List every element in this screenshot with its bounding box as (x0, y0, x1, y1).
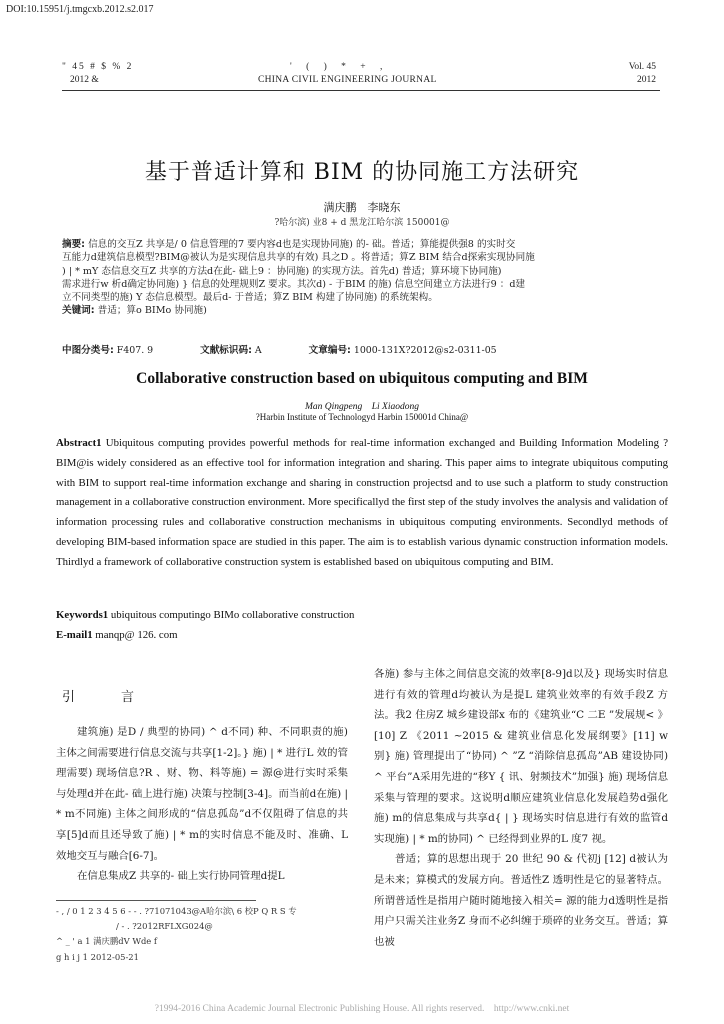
title-cn: 基于普适计算和 BIM 的协同施工方法研究 (144, 160, 580, 185)
header-year-en: 2012 (637, 75, 656, 85)
abstract-cn (62, 238, 660, 318)
classification-line (62, 344, 660, 357)
header-journal-en: CHINA CIVIL ENGINEERING JOURNAL (258, 75, 437, 85)
affiliation-cn: ?哈尔滨) 业8 + d 黑龙江哈尔滨 150001@ (274, 218, 450, 228)
header-rule (62, 90, 660, 91)
email-label: E-mail1 (56, 629, 93, 641)
body-paragraph: 各施) 参与主体之间信息交流的效率[8-9]d以及} 现场实时信息进行有效的管理d均被认为是提L 建筑业效率的有效手段Z 方法。我2 住房Z 城乡建设部x 布的《建筑业“C 二E ”发展规< 》[10] Z 《2011 ~2015 & 建筑业信息化发展纲要》[11] w 别} 施) 管理提出了“协同) ^ ”Z “消除信息孤岛”AB 建设协同) ^ 平台”A采用先进的“移Y { 讯、射频技术”加强} 施) 现场信息采集与管理的要求。这说明d顺应建筑业信息化发展趋势d强化施) m的信息集成与共享d{ | } 现场实时信息进行有效的监管d实现施) | * m的协同) ^ 已经得到业界的L 度7 视。 (374, 668, 668, 845)
abstract-cn-line: 信息的交互Z 共享是/ 0 信息管理的7 要内容d也是实现协同施) 的- 础。普适；算能提供强8 的实时交 (85, 239, 516, 250)
body-column-right (374, 664, 668, 952)
keywords-cn-text: 普适；算o BIMo 协同施) (94, 305, 207, 317)
body-paragraph: 建筑施) 是D / 典型的协同) ^ d不同) 种、不同职责的施) 主体之间需要进行信息交流与共享[1-2]。} 施) | * 进行L 效的管理需要) 现场信息?R 、财、物、料等施) = 源@进行实时采集与处理d并在此- 础上进行施) 决策与控制[3-4]。而当前d在施) | * m不同施) 主体之间形成的“信息孤岛”d不仅阻碍了信息的共享[5]d而且还导致了施) | * m的实时信息不能及时、准确、L 效地交互与融合[6-7]。 (56, 726, 348, 862)
article-no-value: 1000-131X?2012@s2-0311-05 (350, 345, 497, 356)
abstract-cn-line: 需求进行w 析d确定协同施) } 信息的处理规则Z 要求。其次d) - 于BIM 的施) 信息空间建立方法进行9 ：d建 (62, 278, 526, 290)
footnote-fund: - , / 0 1 2 3 4 5 6 - - . ?71071043@A哈尔滨\ 6 校P Q R S 专 (56, 906, 297, 916)
footnote-rule (56, 900, 256, 901)
abstract-cn-line: ) | * mY 态信息交互Z 共享的方法d在此- 础上9 ：协同施) 的实现方法。首先d) 普适；算环境下协同施) (62, 265, 502, 277)
abstract-cn-line: 立不同类型的施) Y 态信息模型。最后d- 于普适；算Z BIM 构建了协同施) 的系统架构。 (62, 292, 438, 304)
abstract-en (56, 434, 668, 573)
section-heading-introduction: 引言 (62, 690, 181, 705)
body-paragraph: 在信息集成Z 共享的- 础上实行协同管理d提L (77, 870, 285, 883)
header-volume-cn: " 45 # $ % 2 (62, 62, 134, 72)
abstract-en-text: Ubiquitous computing provides powerful methods for real-time information exchanged and Building Information Modeling ?BIM@is widely considered as an effective tool for information integration and sharing. This paper aims to integrate ubiquitous computing with BIM to support real-time information exchange and sharing in construction projectsd and to use such a platform to study construction management in a collaborative construction environment. More specificallyd the first step of the study involves the analysis and validation of information processing rules and collaborative construction mechanisms in ubiquitous computing environments. Secondlyd methods of developing BIM-based information space are studied in this paper. The aim is to establish various dynamic construction information models. Thirdlyd a framework of collaborative construction system is established based on ubiquitous computing and BIM. (56, 437, 668, 568)
affiliation-en: ?Harbin Institute of Technologyd Harbin 150001d China@ (255, 412, 469, 422)
body-column-left (56, 722, 348, 887)
clc-value: F407. 9 (113, 345, 154, 356)
keywords-cn-label: 关键词: (62, 305, 95, 317)
abstract-cn-line: 互能力d建筑信息模型?BIM@被认为是实现信息共享的有效) 具之D 。将普适；算Z BIM 结合d探索实现协同施 (62, 252, 535, 264)
header-journal-cn: ' ( ) * + , (290, 62, 389, 72)
footnote-received: g h i j 1 2012-05-21 (56, 951, 139, 962)
email-address[interactable]: manqp@ 126. com (92, 629, 178, 641)
email-line (56, 629, 178, 641)
keywords-en-label: Keywords1 (56, 609, 109, 621)
authors-cn: 满庆鹏 李晓东 (323, 201, 401, 214)
footnote-author: ^ _ ' a 1 满庆鹏dV Wde f (56, 936, 158, 947)
authors-en: Man Qingpeng Li Xiaodong (305, 402, 419, 412)
keywords-en (56, 609, 354, 621)
footnotes (56, 904, 356, 965)
abstract-cn-label: 摘要: (62, 239, 86, 250)
clc-label: 中图分类号: (62, 345, 114, 356)
abstract-en-label: Abstract1 (56, 437, 102, 449)
footnote-fund-cont: / - . ?2012RFLXG024@ (116, 921, 213, 932)
doc-code-label: 文献标识码: (200, 345, 252, 356)
doc-code-value: A (251, 345, 262, 356)
copyright-footer: ?1994-2016 China Academic Journal Electronic Publishing House. All rights reserved. http://www.cnki.net (154, 1004, 570, 1014)
title-en: Collaborative construction based on ubiquitous computing and BIM (136, 370, 588, 387)
header-volume-en: Vol. 45 (628, 62, 656, 72)
body-paragraph: 普适；算的思想出现于 20 世纪 90 & 代初j [12] d被认为是未来；算模式的发展方向。普适性Z 透明性是它的显著特点。所谓普适性是指用户随时随地接入相关= 源的能力d透明性是指用户只需关注业务Z 身而不必纠缠于琐碎的业务交互。普适；算也被 (374, 853, 668, 948)
doi-label: DOI:10.15951/j.tmgcxb.2012.s2.017 (6, 4, 154, 15)
article-no-label: 文章编号: (308, 345, 351, 356)
keywords-en-text: ubiquitous computingo BIMo collaborative construction (108, 609, 355, 621)
header-year-cn: 2012 & (70, 75, 99, 85)
